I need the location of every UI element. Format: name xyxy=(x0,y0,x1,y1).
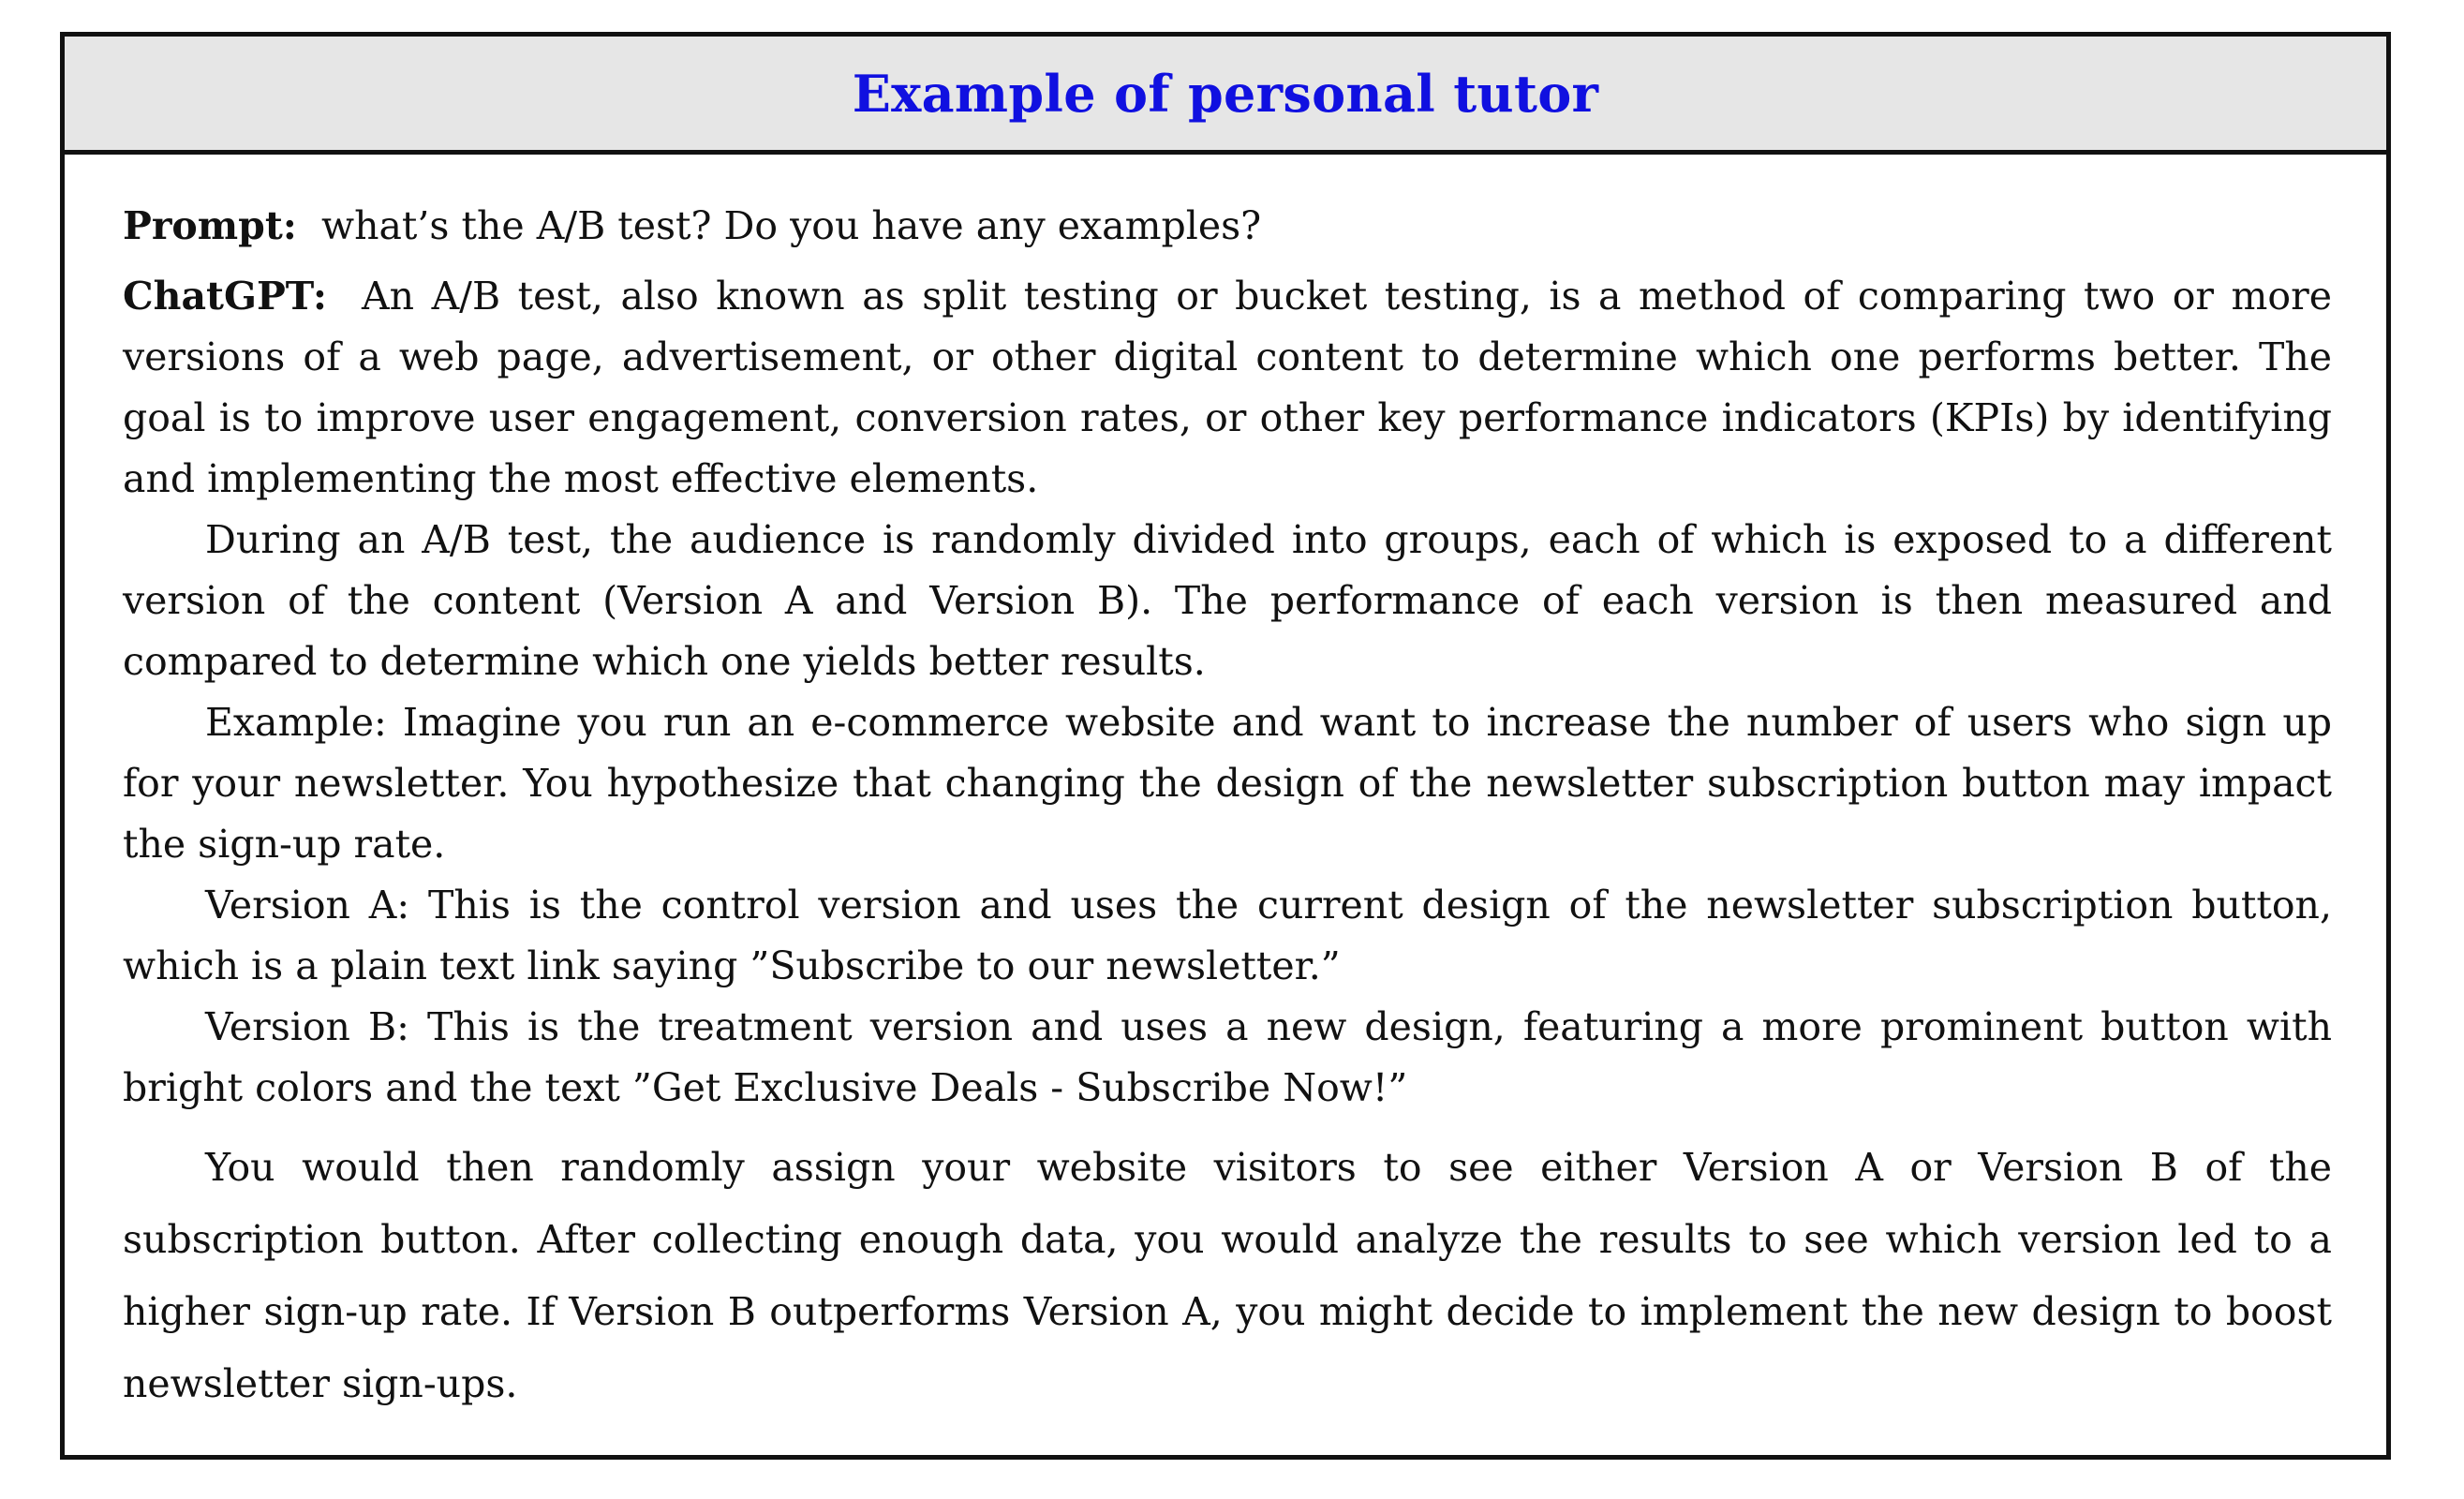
response-paragraph-4: Version A: This is the control version and uses the current design of the newsletter subscription button, which is a plain text link saying ”Subscribe to our newsletter.” xyxy=(123,883,2332,988)
response-label: ChatGPT: xyxy=(123,274,327,319)
response-text-1: An A/B test, also known as split testing or bucket testing, is a method of comparing two or more versions of a web page, advertisement, or other digital content to determine which one performs better. The goal is to improve user engagement, conversion rates, or other key performance indicators (KPIs) by identifying and implementing the most effective elements. xyxy=(123,274,2332,501)
prompt-line xyxy=(123,196,2332,257)
response-paragraph-2: During an A/B test, the audience is randomly divided into groups, each of which is exposed to a different version of the content (Version A and Version B). The performance of each version is then measured and compared to determine which one yields better results. xyxy=(123,517,2332,684)
response-paragraph-6: You would then randomly assign your website visitors to see either Version A or Version B of the subscription button. After collecting enough data, you would analyze the results to see which version led to a higher sign-up rate. If Version B outperforms Version A, you might decide to implement the new design to boost newsletter sign-ups. xyxy=(123,1145,2332,1406)
example-box xyxy=(60,32,2391,1460)
prompt-text: what’s the A/B test? Do you have any examples? xyxy=(320,203,1262,248)
box-title: Example of personal tutor xyxy=(852,63,1599,124)
prompt-label: Prompt: xyxy=(123,203,297,248)
response-paragraph-5: Version B: This is the treatment version and uses a new design, featuring a more prominent button with bright colors and the text ”Get Exclusive Deals - Subscribe Now!” xyxy=(123,1004,2332,1110)
box-body xyxy=(123,196,2332,1420)
box-header xyxy=(65,37,2386,155)
response-paragraph-3: Example: Imagine you run an e-commerce website and want to increase the number of users who sign up for your newsletter. You hypothesize that changing the design of the newsletter subscription button may impact the sign-up rate. xyxy=(123,700,2332,867)
response-paragraph-1 xyxy=(123,266,2332,510)
